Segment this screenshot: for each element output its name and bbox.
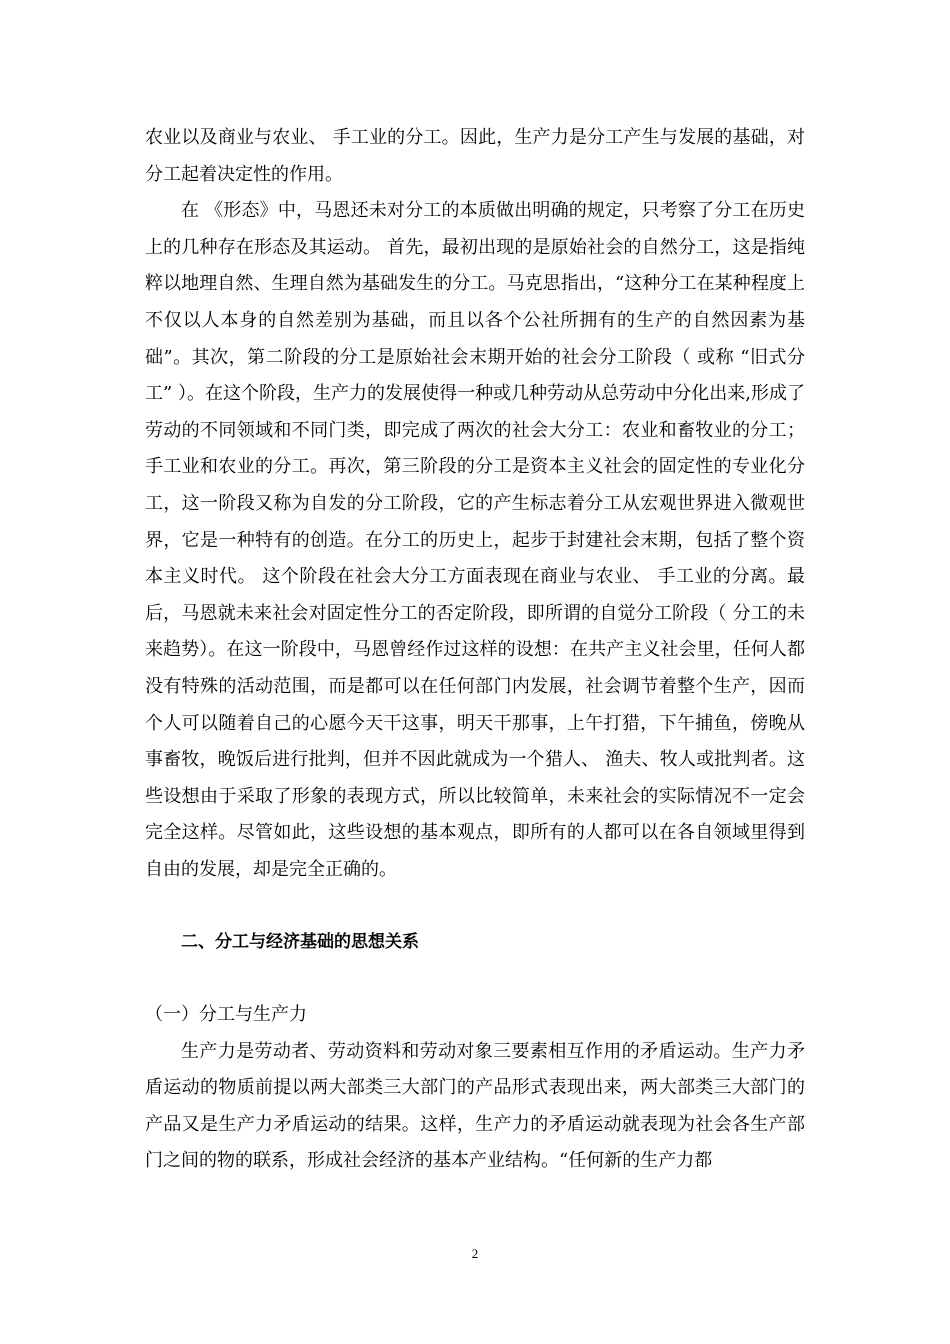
paragraph-2: 在 《形态》中，马恩还未对分工的本质做出明确的规定，只考察了分工在历史上的几种存在形态及其运动。 首先，最初出现的是原始社会的自然分工，这是指纯粹以地理自然、生理自然为基础发生的分工。马克思指出，“这种分工在某种程度上不仅以人本身的自然差别为基础，而且以各个公社所拥有的生产的自然因素为基础”。其次，第二阶段的分工是原始社会末期开始的社会分工阶段（ 或称 “旧式分工” ）。在这个阶段，生产力的发展使得一种或几种劳动从总劳动中分化出来,形成了劳动的不同领域和不同门类，即完成了两次的社会大分工：农业和畜牧业的分工；手工业和农业的分工。再次，第三阶段的分工是资本主义社会的固定性的专业化分工，这一阶段又称为自发的分工阶段，它的产生标志着分工从宏观世界进入微观世界，它是一种特有的创造。在分工的历史上，起步于封建社会末期，包括了整个资本主义时代。 这个阶段在社会大分工方面表现在商业与农业、 手工业的分离。最后，马恩就未来社会对固定性分工的否定阶段，即所谓的自觉分工阶段（ 分工的未来趋势）。在这一阶段中，马恩曾经作过这样的设想：在共产主义社会里，任何人都没有特殊的活动范围，而是都可以在任何部门内发展，社会调节着整个生产，因而个人可以随着自己的心愿今天干这事，明天干那事，上午打猎，下午捕鱼，傍晚从事畜牧，晚饭后进行批判，但并不因此就成为一个猎人、 渔夫、牧人或批判者。这些设想由于采取了形象的表现方式，所以比较简单，未来社会的实际情况不一定会完全这样。尽管如此，这些设想的基本观点，即所有的人都可以在各自领域里得到自由的发展，却是完全正确的。 — [145, 200, 805, 880]
paragraph-1: 农业以及商业与农业、 手工业的分工。因此，生产力是分工产生与发展的基础，对分工起着决定性的作用。 — [145, 127, 805, 185]
section-spacer — [145, 888, 805, 924]
page-number: 2 — [471, 1246, 479, 1261]
subsection-spacer — [145, 961, 805, 997]
paragraph-3: 生产力是劳动者、劳动资料和劳动对象三要素相互作用的矛盾运动。生产力矛盾运动的物质前提以两大部类三大部门的产品形式表现出来，两大部类三大部门的产品又是生产力矛盾运动的结果。这样，生产力的矛盾运动就表现为社会各生产部门之间的物的联系，形成社会经济的基本产业结构。“任何新的生产力都 — [145, 1040, 805, 1172]
subsection-heading: （一）分工与生产力 — [145, 1004, 307, 1026]
section-heading: 二、分工与经济基础的思想关系 — [181, 932, 419, 953]
page-content — [145, 120, 805, 1180]
